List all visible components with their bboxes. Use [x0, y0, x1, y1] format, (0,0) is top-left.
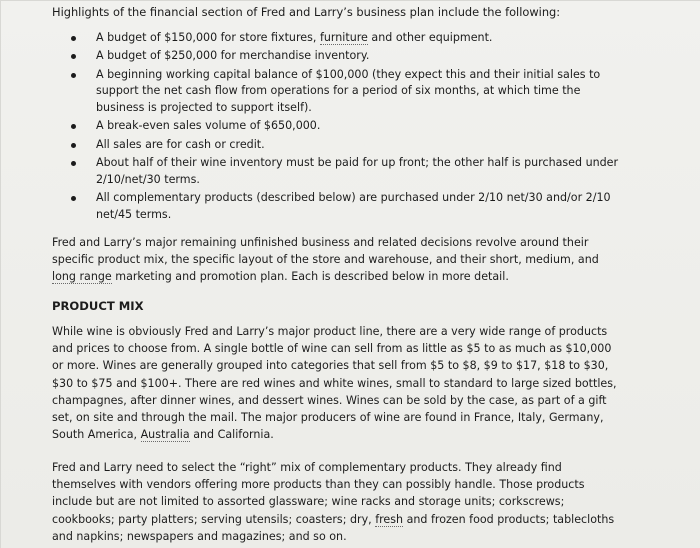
paragraph-text: Fred and Larry’s major remaining unfinished business and related decisions revolve around their specific product mix, the specific layout of the store and warehouse, and their short, medium, and	[52, 236, 599, 267]
list-item	[52, 155, 622, 189]
list-item-text: All sales are for cash or credit.	[96, 137, 265, 151]
list-item-text: A break-even sales volume of $650,000.	[96, 119, 321, 133]
spellcheck-word: furniture	[319, 31, 368, 44]
bullet-icon	[71, 196, 76, 201]
spellcheck-word: long range	[52, 270, 112, 284]
paragraph-text: While wine is obviously Fred and Larry’s major product line, there are a very wide range of products and prices to choose from. A single bottle of wine can sell from as little as $5 to as much as $10,000 or more. Wines are generally grouped into categories that sell from $5 to $8, $9 to $17, $18 to $30, $30 to $75 and $100+. There are red wines and white wines, small to standard to large sized bottles, champagnes, after dinner wines, and dessert wines. Wines can be sold by the case, as part of a gift set, on site and through the mail. The major producers of wine are found in France, Italy, Germany, South America,	[52, 325, 617, 442]
list-item	[52, 118, 622, 135]
financial-highlights-list	[52, 30, 622, 225]
bullet-icon	[71, 124, 76, 129]
spellcheck-word: fresh	[375, 512, 404, 526]
bullet-icon	[71, 54, 76, 59]
list-item-text: A budget of $150,000 for store fixtures,	[96, 31, 320, 44]
list-item	[52, 48, 622, 65]
bullet-icon	[71, 143, 76, 148]
list-item-text: A beginning working capital balance of $100,000 (they expect this and their initial sales to support the net cash flow from operations for a period of six months, at which time the business is projected to support itself).	[96, 67, 601, 115]
spellcheck-word: Australia	[140, 428, 190, 442]
list-item-text-end: and other equipment.	[367, 31, 493, 44]
list-item-text: About half of their wine inventory must be paid for up front; the other half is purchased under 2/10/net/30 terms.	[96, 156, 619, 186]
list-item-text: A budget of $250,000 for merchandise inventory.	[96, 49, 370, 63]
list-item	[52, 30, 622, 47]
list-item-text: All complementary products (described below) are purchased under 2/10 net/30 and/or 2/10 net/45 terms.	[96, 191, 611, 221]
list-item	[52, 190, 622, 224]
bullet-icon	[71, 36, 76, 41]
product-mix-paragraph	[52, 323, 622, 443]
paragraph-text: Fred and Larry need to select the “right” mix of complementary products. They already find themselves with vendors offering more products than they can possibly handle. Those products include but are not limited to assorted glassware; wine racks and storage units; corkscrews; cookbooks; party platters; serving utensils; coasters; dry,	[52, 461, 585, 526]
product-mix-heading: PRODUCT MIX	[52, 299, 144, 313]
bullet-icon	[71, 73, 76, 78]
paragraph-text-end: marketing and promotion plan. Each is described below in more detail.	[111, 270, 509, 284]
list-item	[52, 137, 622, 154]
list-item	[52, 67, 622, 117]
bullet-icon	[71, 161, 76, 166]
paragraph-text-end: and California.	[189, 428, 274, 442]
remaining-business-paragraph	[52, 234, 622, 286]
complementary-products-paragraph	[52, 459, 622, 545]
paragraph-text-end: and frozen food products; tablecloths and napkins; newspapers and magazines; and so on.	[52, 512, 615, 543]
intro-text: Highlights of the financial section of Fred and Larry’s business plan include the following:	[52, 5, 561, 19]
